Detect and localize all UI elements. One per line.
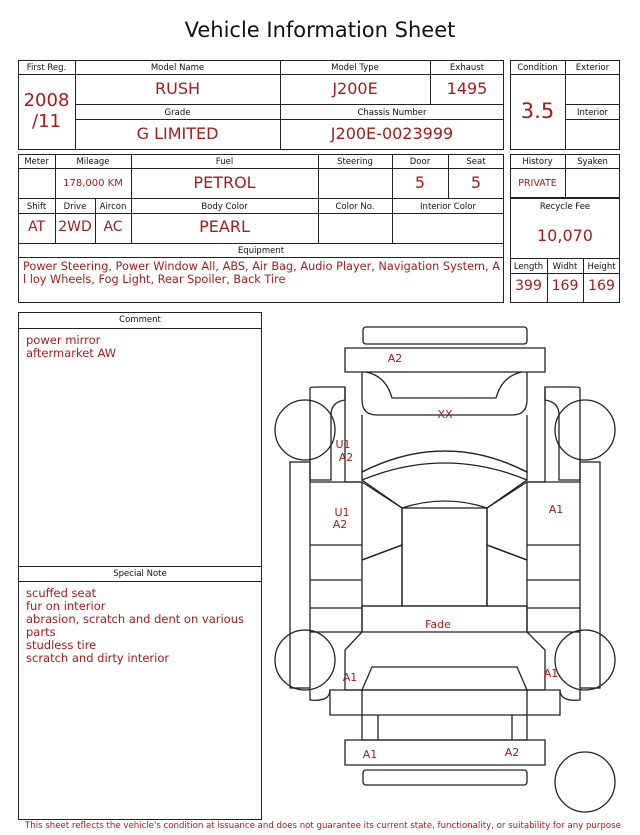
mark-left-fender-1: U1 (335, 438, 351, 451)
height-value: 169 (588, 278, 615, 294)
special-note-line: fur on interior (26, 599, 106, 613)
aircon-label: Aircon (99, 202, 127, 212)
fuel-value: PETROL (193, 173, 256, 192)
shift-value: AT (27, 219, 46, 235)
right-front-fender (545, 387, 580, 480)
right-fender-inner (527, 387, 545, 482)
model-type-label: Model Type (331, 63, 379, 73)
width-label: Widht (552, 262, 578, 272)
wheel-rear-left (275, 630, 335, 690)
page-title: Vehicle Information Sheet (184, 18, 456, 42)
door-label: Door (409, 157, 431, 167)
interior-color-label: Interior Color (420, 202, 476, 212)
seat-value: 5 (470, 173, 482, 192)
front-bumper (345, 348, 545, 372)
mark-left-front-door-1: U1 (334, 506, 350, 519)
mark-right-rear-quarter: A1 (543, 667, 559, 680)
left-front-fender (310, 387, 345, 480)
front-bumper-top (363, 327, 527, 344)
rear-step (363, 770, 527, 785)
mileage-label: Mileage (76, 157, 110, 167)
steering-label: Steering (337, 157, 373, 167)
length-value: 399 (515, 278, 542, 294)
mark-roof: Fade (425, 618, 451, 631)
history-value: PRIVATE (518, 178, 557, 189)
length-label: Length (513, 262, 544, 272)
height-label: Height (587, 262, 616, 272)
mileage-value: 178,000 KM (63, 178, 123, 189)
mark-hood: XX (437, 408, 453, 421)
width-value: 169 (551, 278, 579, 294)
grade-value: G LIMITED (136, 124, 219, 143)
comment-line: aftermarket AW (26, 346, 117, 360)
mark-left-fender-2: A2 (338, 451, 354, 464)
left-doors (310, 482, 362, 632)
disclaimer-footer: This sheet reflects the vehicle's condition at issuance and does not guarantee its current state, functionality, or suitability for any purpose (25, 821, 621, 831)
exhaust-value: 1495 (446, 79, 488, 98)
rear-quarters (342, 632, 545, 690)
chassis-number-value: J200E-0023999 (330, 124, 454, 143)
meter-label: Meter (24, 157, 49, 167)
shift-label: Shift (26, 202, 47, 212)
hood-inner (366, 372, 522, 398)
tailgate (330, 690, 560, 715)
mark-front-bumper: A2 (387, 352, 403, 365)
special-note-line: scuffed seat (26, 586, 97, 600)
windshield (362, 480, 527, 508)
mark-rear-bumper-left: A1 (362, 748, 378, 761)
wheel-front-right (555, 400, 615, 460)
drive-label: Drive (63, 202, 87, 212)
history-label: History (522, 157, 553, 167)
exhaust-label: Exhaust (449, 63, 485, 73)
grade-label: Grade (164, 108, 191, 118)
body-color-value: PEARL (199, 217, 250, 236)
syaken-label: Syaken (577, 157, 608, 167)
right-rear-window (487, 545, 527, 606)
condition-label: Condition (517, 63, 558, 73)
equipment-value: Power Steering, Power Window All, ABS, Air Bag, Audio Player, Navigation System, Al loy Wheels, Fog Light, Rear Spoiler, Back Tire (23, 260, 500, 286)
model-name-value: RUSH (154, 79, 200, 98)
left-rear-window (362, 545, 402, 606)
first-reg-label: First Reg. (26, 63, 67, 73)
interior-label: Interior (576, 108, 608, 118)
roof-panel (402, 508, 487, 606)
seat-label: Seat (466, 157, 486, 167)
recycle-fee-value: 10,070 (537, 226, 593, 245)
equipment-label: Equipment (237, 246, 285, 256)
special-note-line: studless tire (26, 638, 97, 652)
comment-label: Comment (119, 315, 161, 325)
mark-left-front-door-2: A2 (332, 518, 348, 531)
model-name-label: Model Name (150, 63, 205, 73)
body-color-label: Body Color (201, 202, 248, 212)
aircon-value: AC (103, 219, 123, 235)
special-note-line: abrasion, scratch and dent on various parts (26, 612, 245, 639)
windshield-top (362, 451, 527, 480)
special-note-label: Special Note (113, 569, 167, 579)
color-no-label: Color No. (335, 202, 375, 212)
special-note-line: scratch and dirty interior (26, 651, 170, 665)
mark-left-rear-quarter: A1 (342, 671, 358, 684)
first-reg-value: 2008 /11 (23, 90, 70, 132)
door-value: 5 (414, 173, 426, 192)
fuel-label: Fuel (215, 157, 234, 167)
back-window (362, 667, 527, 690)
spare-wheel (555, 752, 615, 812)
mark-right-front-door: A1 (548, 503, 564, 516)
drive-value: 2WD (58, 219, 92, 235)
wheel-rear-right (555, 630, 615, 690)
mark-rear-bumper-right: A2 (504, 746, 520, 759)
left-side-sill (290, 462, 310, 688)
left-fender-inner (345, 387, 362, 482)
condition-score: 3.5 (520, 99, 555, 123)
comment-line: power mirror (26, 333, 101, 347)
exterior-label: Exterior (575, 63, 610, 73)
chassis-number-label: Chassis Number (357, 108, 427, 118)
model-type-value: J200E (332, 79, 378, 98)
wheel-front-left (275, 400, 335, 460)
right-side-sill (580, 462, 600, 688)
recycle-fee-label: Recycle Fee (539, 202, 591, 212)
